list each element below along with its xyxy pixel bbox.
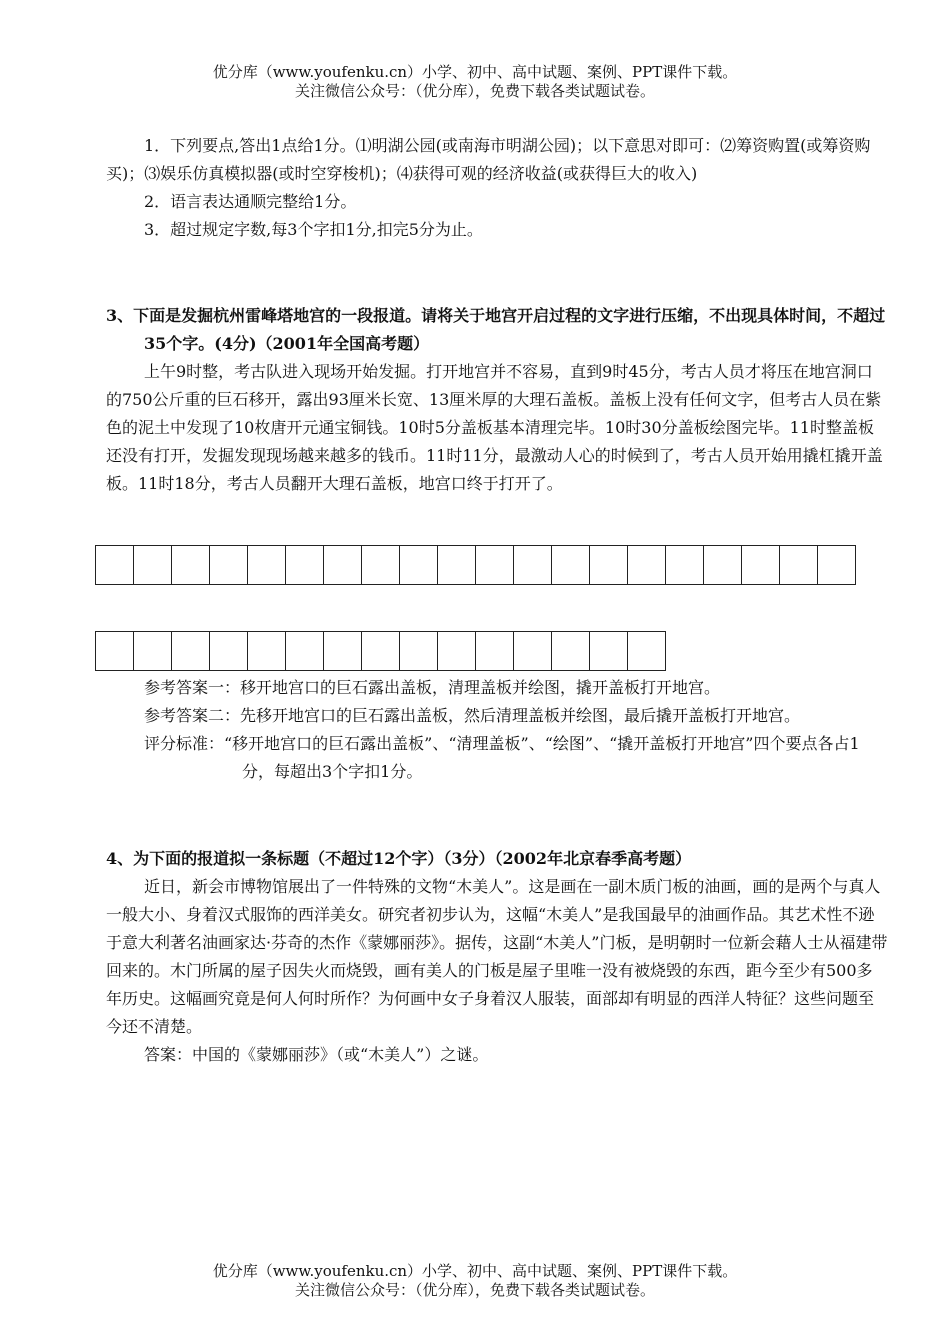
grid-cell[interactable]	[400, 632, 438, 671]
answer-grid-row-2[interactable]	[95, 631, 666, 671]
grid-cell[interactable]	[172, 632, 210, 671]
question-3	[106, 302, 888, 498]
grid-cell[interactable]	[134, 632, 172, 671]
header-line-2: 关注微信公众号：（优分库），免费下载各类试题试卷。	[294, 82, 655, 100]
grid-cell[interactable]	[552, 546, 590, 585]
grid-cell[interactable]	[210, 546, 248, 585]
grid-cell[interactable]	[96, 632, 134, 671]
grid-cell[interactable]	[286, 546, 324, 585]
grid-cell[interactable]	[362, 546, 400, 585]
grid-cell[interactable]	[172, 546, 210, 585]
grid-cell[interactable]	[552, 632, 590, 671]
grid-cell[interactable]	[324, 546, 362, 585]
header-line-1: 优分库（www.youfenku.cn）小学、初中、高中试题、案例、PPT课件下载。	[212, 63, 738, 81]
scoring-item-1: 1．下列要点,答出1点给1分。⑴明湖公园(或南海市明湖公园)；以下意思对即可：⑵筹资购置(或筹资购买)；⑶娱乐仿真模拟器(或时空穿梭机)；⑷获得可观的经济收益(或获得巨大的收入)	[106, 136, 871, 183]
q4-answer: 答案：中国的《蒙娜丽莎》（或“木美人”）之谜。	[144, 1045, 489, 1064]
scoring-item-3: 3．超过规定字数,每3个字扣1分,扣完5分为止。	[144, 220, 483, 239]
grid-cell[interactable]	[514, 632, 552, 671]
q3-passage: 上午9时整，考古队进入现场开始发掘。打开地宫并不容易，直到9时45分，考古人员才将压在地宫洞口的750公斤重的巨石移开，露出93厘米长宽、13厘米厚的大理石盖板。盖板上没有任何文字，但考古人员在紫色的泥土中发现了10枚唐开元通宝铜钱。10时5分盖板基本清理完毕。10时30分盖板绘图完毕。11时整盖板还没有打开，发掘发现现场越来越多的钱币。11时11分，最激动人心的时候到了，考古人员开始用撬杠撬开盖板。11时18分，考古人员翻开大理石盖板，地宫口终于打开了。	[106, 362, 883, 493]
q3-title: 3、下面是发掘杭州雷峰塔地宫的一段报道。请将关于地宫开启过程的文字进行压缩，不出现具体时间，不超过35个字。(4分)（2001年全国高考题）	[106, 306, 886, 353]
grid-cell[interactable]	[818, 546, 856, 585]
grid-cell[interactable]	[248, 546, 286, 585]
grid-cell[interactable]	[514, 546, 552, 585]
grid-cell[interactable]	[590, 632, 628, 671]
grid-cell[interactable]	[96, 546, 134, 585]
grid-cell[interactable]	[438, 632, 476, 671]
grid-cell[interactable]	[628, 546, 666, 585]
q3-criteria: 评分标准：“移开地宫口的巨石露出盖板”、“清理盖板”、“绘图”、“撬开盖板打开地宫”四个要点各占1分，每超出3个字扣1分。	[144, 734, 860, 781]
grid-cell[interactable]	[628, 632, 666, 671]
grid-cell[interactable]	[400, 546, 438, 585]
grid-cell[interactable]	[704, 546, 742, 585]
scoring-section	[106, 132, 888, 244]
page-footer	[0, 1262, 950, 1300]
grid-cell[interactable]	[362, 632, 400, 671]
q4-passage: 近日，新会市博物馆展出了一件特殊的文物“木美人”。这是画在一副木质门板的油画，画的是两个与真人一般大小、身着汉式服饰的西洋美女。研究者初步认为，这幅“木美人”是我国最早的油画作品。其艺术性不逊于意大利著名油画家达·芬奇的杰作《蒙娜丽莎》。据传，这副“木美人”门板，是明朝时一位新会藉人士从福建带回来的。木门所属的屋子因失火而烧毁，画有美人的门板是屋子里唯一没有被烧毁的东西，距今至少有500多年历史。这幅画究竟是何人何时所作？为何画中女子身着汉人服装，面部却有明显的西洋人特征？这些问题至今还不清楚。	[106, 877, 888, 1036]
grid-cell[interactable]	[742, 546, 780, 585]
footer-line-2: 关注微信公众号：（优分库），免费下载各类试题试卷。	[294, 1281, 655, 1299]
question-4	[106, 845, 888, 1069]
grid-cell[interactable]	[248, 632, 286, 671]
grid-cell[interactable]	[134, 546, 172, 585]
grid-cell[interactable]	[286, 632, 324, 671]
grid-cell[interactable]	[210, 632, 248, 671]
page-header	[0, 63, 950, 101]
grid-cell[interactable]	[780, 546, 818, 585]
q3-answers	[106, 674, 888, 786]
q4-title: 4、为下面的报道拟一条标题（不超过12个字）（3分）（2002年北京春季高考题）	[106, 849, 692, 868]
q3-answer-2: 参考答案二：先移开地宫口的巨石露出盖板，然后清理盖板并绘图，最后撬开盖板打开地宫。	[144, 706, 801, 725]
grid-cell[interactable]	[476, 632, 514, 671]
grid-cell[interactable]	[476, 546, 514, 585]
scoring-item-2: 2．语言表达通顺完整给1分。	[144, 192, 357, 211]
grid-cell[interactable]	[438, 546, 476, 585]
grid-cell[interactable]	[590, 546, 628, 585]
footer-line-1: 优分库（www.youfenku.cn）小学、初中、高中试题、案例、PPT课件下载。	[212, 1262, 738, 1280]
grid-cell[interactable]	[666, 546, 704, 585]
q3-answer-1: 参考答案一：移开地宫口的巨石露出盖板，清理盖板并绘图，撬开盖板打开地宫。	[144, 678, 721, 697]
answer-grid-row-1[interactable]	[95, 545, 856, 585]
grid-cell[interactable]	[324, 632, 362, 671]
